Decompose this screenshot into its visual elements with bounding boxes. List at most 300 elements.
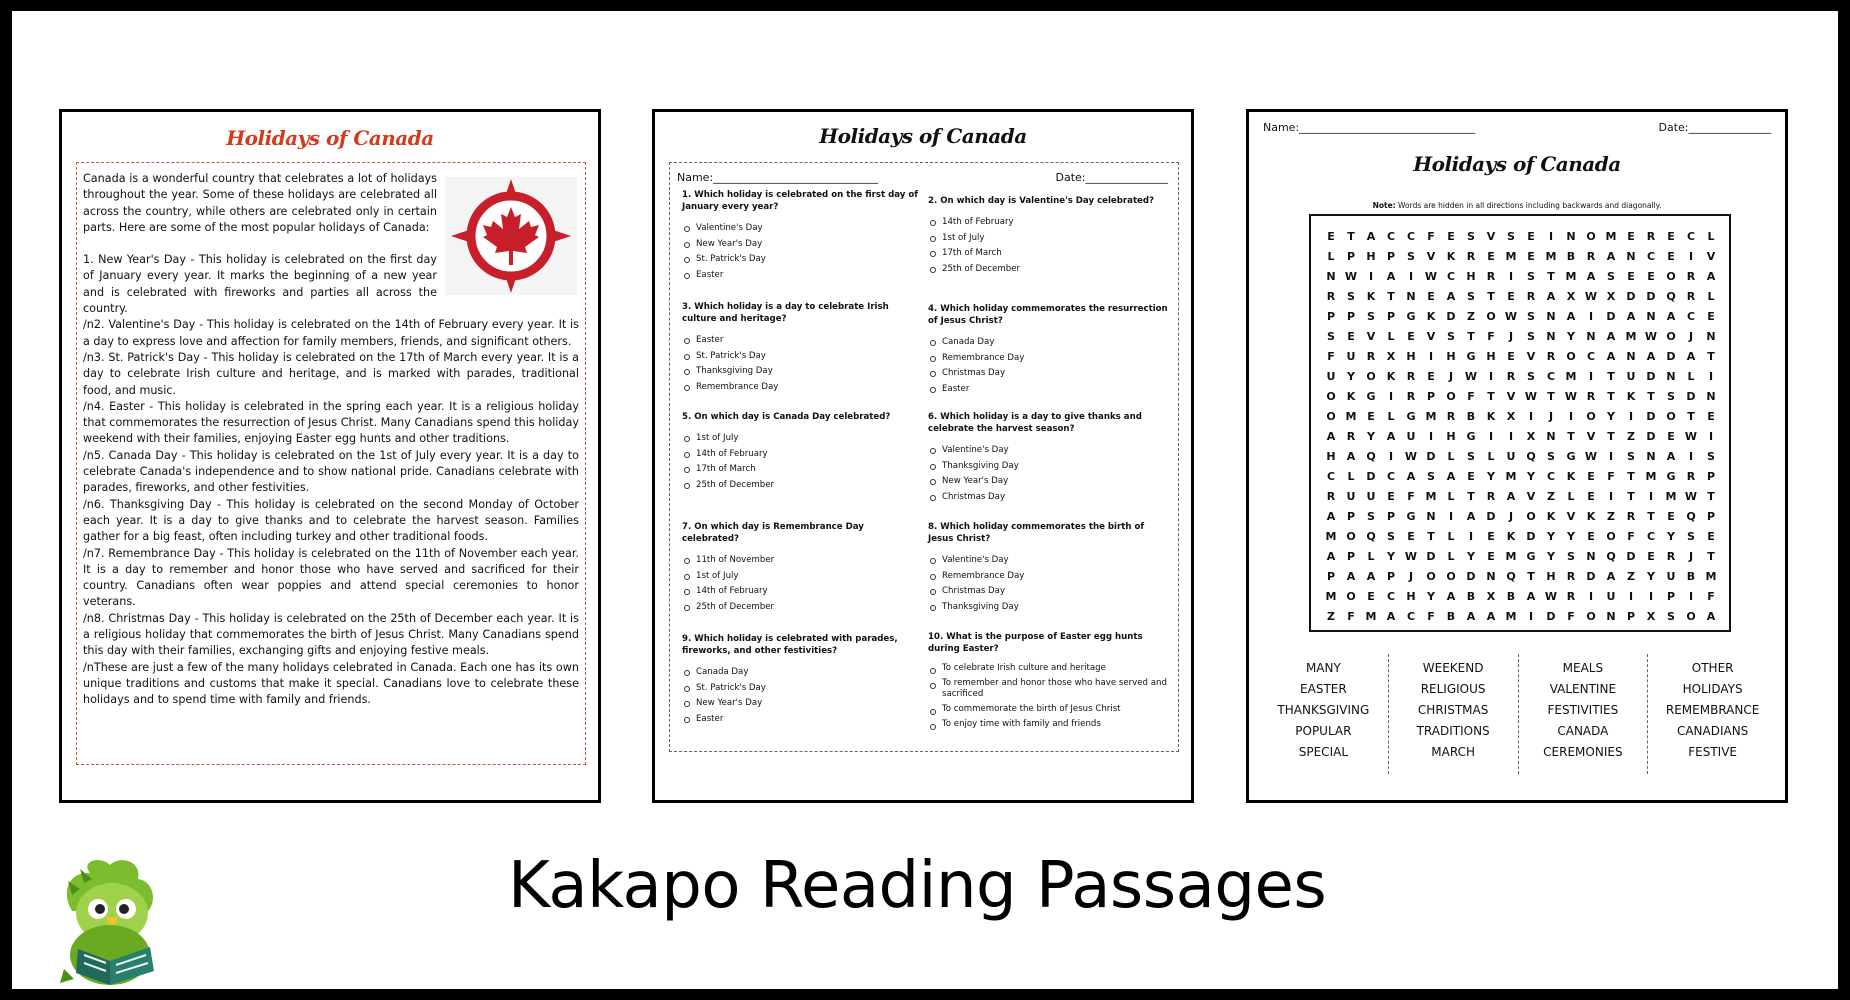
- grid-letter[interactable]: C: [1646, 530, 1656, 543]
- grid-letter[interactable]: R: [1686, 270, 1696, 283]
- grid-letter[interactable]: Y: [1487, 470, 1495, 483]
- grid-letter[interactable]: S: [1667, 390, 1675, 403]
- grid-letter[interactable]: E: [1587, 470, 1595, 483]
- grid-letter[interactable]: I: [1448, 510, 1454, 523]
- grid-letter[interactable]: O: [1486, 310, 1496, 323]
- grid-letter[interactable]: E: [1647, 550, 1655, 563]
- grid-letter[interactable]: E: [1707, 530, 1715, 543]
- grid-letter[interactable]: A: [1346, 570, 1356, 583]
- grid-letter[interactable]: E: [1487, 550, 1495, 563]
- name-field[interactable]: Name:______________________________: [677, 171, 879, 184]
- grid-letter[interactable]: U: [1626, 370, 1636, 383]
- grid-letter[interactable]: L: [1367, 550, 1375, 563]
- grid-letter[interactable]: P: [1346, 550, 1356, 563]
- grid-letter[interactable]: E: [1367, 590, 1375, 603]
- answer-option[interactable]: 25th of December: [682, 600, 922, 616]
- grid-letter[interactable]: C: [1386, 230, 1396, 243]
- grid-letter[interactable]: E: [1667, 230, 1675, 243]
- grid-letter[interactable]: R: [1526, 290, 1536, 303]
- grid-letter[interactable]: N: [1586, 550, 1596, 563]
- grid-letter[interactable]: F: [1627, 530, 1635, 543]
- grid-letter[interactable]: S: [1427, 470, 1435, 483]
- grid-letter[interactable]: C: [1446, 270, 1456, 283]
- grid-letter[interactable]: Y: [1347, 370, 1355, 383]
- grid-letter[interactable]: T: [1347, 230, 1355, 243]
- grid-letter[interactable]: G: [1466, 430, 1476, 443]
- grid-letter[interactable]: I: [1508, 270, 1514, 283]
- grid-letter[interactable]: R: [1646, 230, 1656, 243]
- grid-letter[interactable]: L: [1447, 450, 1455, 463]
- grid-letter[interactable]: A: [1586, 270, 1596, 283]
- grid-letter[interactable]: I: [1608, 450, 1614, 463]
- grid-letter[interactable]: L: [1707, 230, 1715, 243]
- grid-letter[interactable]: I: [1688, 590, 1694, 603]
- grid-letter[interactable]: M: [1365, 610, 1377, 623]
- grid-letter[interactable]: M: [1505, 250, 1517, 263]
- grid-letter[interactable]: Q: [1506, 570, 1516, 583]
- grid-letter[interactable]: D: [1646, 370, 1656, 383]
- grid-letter[interactable]: E: [1667, 510, 1675, 523]
- grid-letter[interactable]: A: [1706, 610, 1716, 623]
- grid-letter[interactable]: D: [1646, 290, 1656, 303]
- answer-option[interactable]: 14th of February: [682, 584, 922, 600]
- grid-letter[interactable]: S: [1467, 290, 1475, 303]
- grid-letter[interactable]: Y: [1527, 470, 1535, 483]
- grid-letter[interactable]: D: [1546, 610, 1556, 623]
- grid-letter[interactable]: T: [1527, 570, 1535, 583]
- grid-letter[interactable]: N: [1706, 390, 1716, 403]
- grid-letter[interactable]: N: [1626, 250, 1636, 263]
- grid-letter[interactable]: N: [1586, 330, 1596, 343]
- grid-letter[interactable]: A: [1646, 350, 1656, 363]
- grid-letter[interactable]: M: [1505, 550, 1517, 563]
- grid-letter[interactable]: C: [1686, 230, 1696, 243]
- grid-letter[interactable]: F: [1607, 470, 1615, 483]
- grid-letter[interactable]: I: [1608, 490, 1614, 503]
- grid-letter[interactable]: F: [1427, 230, 1435, 243]
- grid-letter[interactable]: W: [1544, 590, 1558, 603]
- grid-letter[interactable]: M: [1545, 250, 1557, 263]
- grid-letter[interactable]: I: [1408, 270, 1414, 283]
- grid-letter[interactable]: G: [1406, 510, 1416, 523]
- grid-letter[interactable]: H: [1406, 350, 1416, 363]
- grid-letter[interactable]: E: [1587, 490, 1595, 503]
- grid-letter[interactable]: W: [1584, 450, 1598, 463]
- grid-letter[interactable]: I: [1368, 270, 1374, 283]
- grid-letter[interactable]: H: [1366, 250, 1376, 263]
- grid-letter[interactable]: P: [1326, 310, 1336, 323]
- grid-letter[interactable]: P: [1326, 570, 1336, 583]
- grid-letter[interactable]: M: [1505, 470, 1517, 483]
- grid-letter[interactable]: R: [1366, 350, 1376, 363]
- grid-letter[interactable]: F: [1707, 590, 1715, 603]
- grid-letter[interactable]: L: [1447, 490, 1455, 503]
- grid-letter[interactable]: Y: [1367, 430, 1375, 443]
- grid-letter[interactable]: Z: [1627, 430, 1635, 443]
- grid-letter[interactable]: D: [1646, 430, 1656, 443]
- grid-letter[interactable]: S: [1407, 250, 1415, 263]
- grid-letter[interactable]: E: [1507, 290, 1515, 303]
- grid-letter[interactable]: E: [1707, 410, 1715, 423]
- grid-letter[interactable]: S: [1607, 270, 1615, 283]
- grid-letter[interactable]: U: [1346, 490, 1356, 503]
- grid-letter[interactable]: E: [1487, 250, 1495, 263]
- grid-letter[interactable]: U: [1666, 570, 1676, 583]
- answer-option[interactable]: To commemorate the birth of Jesus Christ: [928, 704, 1168, 715]
- grid-letter[interactable]: V: [1526, 490, 1536, 503]
- grid-letter[interactable]: D: [1626, 290, 1636, 303]
- grid-letter[interactable]: A: [1606, 250, 1616, 263]
- grid-letter[interactable]: E: [1427, 290, 1435, 303]
- answer-option[interactable]: 25th of December: [928, 262, 1168, 278]
- answer-option[interactable]: Easter: [682, 712, 922, 728]
- grid-letter[interactable]: A: [1606, 330, 1616, 343]
- answer-option[interactable]: St. Patrick's Day: [682, 349, 922, 365]
- grid-letter[interactable]: I: [1488, 430, 1494, 443]
- grid-letter[interactable]: E: [1427, 370, 1435, 383]
- grid-letter[interactable]: I: [1468, 530, 1474, 543]
- grid-letter[interactable]: N: [1546, 330, 1556, 343]
- grid-letter[interactable]: Z: [1467, 310, 1475, 323]
- grid-letter[interactable]: R: [1586, 390, 1596, 403]
- grid-letter[interactable]: T: [1487, 290, 1495, 303]
- grid-letter[interactable]: R: [1486, 490, 1496, 503]
- grid-letter[interactable]: T: [1467, 490, 1475, 503]
- grid-letter[interactable]: F: [1427, 610, 1435, 623]
- grid-letter[interactable]: T: [1427, 530, 1435, 543]
- answer-option[interactable]: St. Patrick's Day: [682, 681, 922, 697]
- grid-letter[interactable]: R: [1406, 390, 1416, 403]
- grid-letter[interactable]: T: [1707, 550, 1715, 563]
- grid-letter[interactable]: N: [1486, 570, 1496, 583]
- grid-letter[interactable]: H: [1466, 270, 1476, 283]
- grid-letter[interactable]: E: [1667, 250, 1675, 263]
- grid-letter[interactable]: U: [1346, 350, 1356, 363]
- grid-letter[interactable]: R: [1326, 290, 1336, 303]
- grid-letter[interactable]: O: [1366, 370, 1376, 383]
- grid-letter[interactable]: D: [1666, 350, 1676, 363]
- grid-letter[interactable]: J: [1448, 370, 1454, 383]
- grid-letter[interactable]: V: [1426, 250, 1436, 263]
- grid-letter[interactable]: P: [1626, 610, 1636, 623]
- grid-letter[interactable]: L: [1687, 370, 1695, 383]
- answer-option[interactable]: Thanksgiving Day: [928, 459, 1168, 475]
- answer-option[interactable]: St. Patrick's Day: [682, 252, 922, 268]
- grid-letter[interactable]: A: [1566, 310, 1576, 323]
- grid-letter[interactable]: D: [1586, 570, 1596, 583]
- grid-letter[interactable]: H: [1446, 430, 1456, 443]
- answer-option[interactable]: Remembrance Day: [928, 569, 1168, 585]
- grid-letter[interactable]: S: [1467, 230, 1475, 243]
- grid-letter[interactable]: E: [1707, 310, 1715, 323]
- grid-letter[interactable]: W: [1684, 430, 1698, 443]
- grid-letter[interactable]: M: [1565, 370, 1577, 383]
- grid-letter[interactable]: T: [1467, 330, 1475, 343]
- grid-letter[interactable]: C: [1386, 590, 1396, 603]
- grid-letter[interactable]: S: [1527, 330, 1535, 343]
- grid-letter[interactable]: I: [1688, 450, 1694, 463]
- grid-letter[interactable]: U: [1366, 490, 1376, 503]
- grid-letter[interactable]: A: [1326, 550, 1336, 563]
- grid-letter[interactable]: A: [1366, 230, 1376, 243]
- grid-letter[interactable]: E: [1487, 530, 1495, 543]
- grid-letter[interactable]: C: [1646, 250, 1656, 263]
- grid-letter[interactable]: Q: [1526, 450, 1536, 463]
- grid-letter[interactable]: F: [1567, 610, 1575, 623]
- grid-letter[interactable]: G: [1526, 550, 1536, 563]
- grid-letter[interactable]: A: [1526, 590, 1536, 603]
- grid-letter[interactable]: O: [1686, 610, 1696, 623]
- grid-letter[interactable]: I: [1628, 410, 1634, 423]
- grid-letter[interactable]: M: [1505, 610, 1517, 623]
- answer-option[interactable]: 1st of July: [682, 569, 922, 585]
- grid-letter[interactable]: R: [1626, 510, 1636, 523]
- grid-letter[interactable]: P: [1386, 510, 1396, 523]
- grid-letter[interactable]: X: [1486, 590, 1496, 603]
- grid-letter[interactable]: I: [1488, 370, 1494, 383]
- grid-letter[interactable]: R: [1546, 350, 1556, 363]
- grid-letter[interactable]: S: [1667, 610, 1675, 623]
- grid-letter[interactable]: W: [1404, 450, 1418, 463]
- grid-letter[interactable]: G: [1406, 410, 1416, 423]
- grid-letter[interactable]: O: [1446, 570, 1456, 583]
- answer-option[interactable]: 17th of March: [928, 246, 1168, 262]
- grid-letter[interactable]: Y: [1567, 530, 1575, 543]
- grid-letter[interactable]: J: [1508, 510, 1514, 523]
- grid-letter[interactable]: O: [1346, 530, 1356, 543]
- grid-letter[interactable]: L: [1487, 450, 1495, 463]
- grid-letter[interactable]: W: [1404, 550, 1418, 563]
- grid-letter[interactable]: N: [1566, 230, 1576, 243]
- grid-letter[interactable]: P: [1346, 250, 1356, 263]
- grid-letter[interactable]: T: [1567, 430, 1575, 443]
- grid-letter[interactable]: N: [1666, 370, 1676, 383]
- grid-letter[interactable]: S: [1507, 230, 1515, 243]
- grid-letter[interactable]: E: [1447, 230, 1455, 243]
- grid-letter[interactable]: S: [1467, 450, 1475, 463]
- grid-letter[interactable]: P: [1706, 510, 1716, 523]
- answer-option[interactable]: Thanksgiving Day: [928, 600, 1168, 616]
- answer-option[interactable]: 11th of November: [682, 553, 922, 569]
- grid-letter[interactable]: S: [1547, 450, 1555, 463]
- grid-letter[interactable]: K: [1486, 410, 1496, 423]
- grid-letter[interactable]: P: [1666, 590, 1676, 603]
- grid-letter[interactable]: K: [1546, 510, 1556, 523]
- grid-letter[interactable]: A: [1666, 310, 1676, 323]
- grid-letter[interactable]: R: [1566, 590, 1576, 603]
- grid-letter[interactable]: S: [1367, 510, 1375, 523]
- grid-letter[interactable]: W: [1464, 370, 1478, 383]
- grid-letter[interactable]: D: [1486, 510, 1496, 523]
- grid-letter[interactable]: S: [1327, 330, 1335, 343]
- grid-letter[interactable]: N: [1426, 510, 1436, 523]
- grid-letter[interactable]: H: [1486, 350, 1496, 363]
- grid-letter[interactable]: Q: [1666, 290, 1676, 303]
- grid-letter[interactable]: W: [1524, 390, 1538, 403]
- grid-letter[interactable]: D: [1466, 570, 1476, 583]
- grid-letter[interactable]: W: [1684, 490, 1698, 503]
- grid-letter[interactable]: U: [1406, 430, 1416, 443]
- grid-letter[interactable]: M: [1625, 330, 1637, 343]
- grid-letter[interactable]: A: [1446, 470, 1456, 483]
- grid-letter[interactable]: K: [1566, 470, 1576, 483]
- grid-letter[interactable]: I: [1588, 370, 1594, 383]
- grid-letter[interactable]: A: [1486, 610, 1496, 623]
- grid-letter[interactable]: E: [1407, 330, 1415, 343]
- grid-letter[interactable]: W: [1564, 390, 1578, 403]
- grid-letter[interactable]: O: [1586, 230, 1596, 243]
- grid-letter[interactable]: A: [1446, 290, 1456, 303]
- grid-letter[interactable]: Y: [1647, 570, 1655, 583]
- grid-letter[interactable]: Y: [1427, 590, 1435, 603]
- grid-letter[interactable]: V: [1426, 330, 1436, 343]
- grid-letter[interactable]: R: [1506, 370, 1516, 383]
- grid-letter[interactable]: A: [1606, 350, 1616, 363]
- grid-letter[interactable]: X: [1386, 350, 1396, 363]
- grid-letter[interactable]: R: [1666, 550, 1676, 563]
- grid-letter[interactable]: O: [1666, 330, 1676, 343]
- grid-letter[interactable]: C: [1686, 310, 1696, 323]
- grid-letter[interactable]: A: [1406, 470, 1416, 483]
- grid-letter[interactable]: B: [1466, 590, 1476, 603]
- grid-letter[interactable]: Y: [1547, 530, 1555, 543]
- grid-letter[interactable]: I: [1428, 350, 1434, 363]
- grid-letter[interactable]: N: [1406, 290, 1416, 303]
- grid-letter[interactable]: B: [1686, 570, 1696, 583]
- grid-letter[interactable]: N: [1626, 350, 1636, 363]
- grid-letter[interactable]: O: [1666, 270, 1676, 283]
- grid-letter[interactable]: G: [1366, 390, 1376, 403]
- grid-letter[interactable]: A: [1386, 610, 1396, 623]
- grid-letter[interactable]: B: [1506, 590, 1516, 603]
- grid-letter[interactable]: P: [1386, 250, 1396, 263]
- grid-letter[interactable]: T: [1547, 270, 1555, 283]
- grid-letter[interactable]: L: [1387, 330, 1395, 343]
- grid-letter[interactable]: O: [1346, 590, 1356, 603]
- grid-letter[interactable]: A: [1346, 450, 1356, 463]
- grid-letter[interactable]: K: [1386, 370, 1396, 383]
- grid-letter[interactable]: A: [1666, 450, 1676, 463]
- grid-letter[interactable]: S: [1527, 370, 1535, 383]
- grid-letter[interactable]: A: [1506, 490, 1516, 503]
- grid-letter[interactable]: V: [1586, 430, 1596, 443]
- answer-option[interactable]: Thanksgiving Day: [682, 364, 922, 380]
- grid-letter[interactable]: H: [1406, 590, 1416, 603]
- grid-letter[interactable]: I: [1428, 430, 1434, 443]
- grid-letter[interactable]: S: [1347, 290, 1355, 303]
- grid-letter[interactable]: I: [1388, 390, 1394, 403]
- grid-letter[interactable]: O: [1446, 390, 1456, 403]
- answer-option[interactable]: Valentine's Day: [682, 221, 922, 237]
- grid-letter[interactable]: M: [1345, 410, 1357, 423]
- grid-letter[interactable]: N: [1606, 610, 1616, 623]
- grid-letter[interactable]: A: [1326, 430, 1336, 443]
- grid-letter[interactable]: C: [1326, 470, 1336, 483]
- grid-letter[interactable]: K: [1626, 390, 1636, 403]
- grid-letter[interactable]: E: [1527, 250, 1535, 263]
- answer-option[interactable]: To enjoy time with family and friends: [928, 719, 1168, 730]
- grid-letter[interactable]: Q: [1686, 510, 1696, 523]
- grid-letter[interactable]: S: [1627, 450, 1635, 463]
- grid-letter[interactable]: C: [1406, 610, 1416, 623]
- grid-letter[interactable]: P: [1346, 310, 1356, 323]
- grid-letter[interactable]: P: [1706, 470, 1716, 483]
- grid-letter[interactable]: M: [1605, 230, 1617, 243]
- grid-letter[interactable]: A: [1686, 350, 1696, 363]
- grid-letter[interactable]: R: [1686, 290, 1696, 303]
- grid-letter[interactable]: I: [1388, 450, 1394, 463]
- grid-letter[interactable]: T: [1487, 390, 1495, 403]
- grid-letter[interactable]: E: [1587, 530, 1595, 543]
- grid-letter[interactable]: L: [1447, 530, 1455, 543]
- grid-letter[interactable]: B: [1446, 610, 1456, 623]
- grid-letter[interactable]: M: [1425, 490, 1437, 503]
- answer-option[interactable]: 25th of December: [682, 478, 922, 494]
- grid-letter[interactable]: I: [1588, 310, 1594, 323]
- grid-letter[interactable]: N: [1646, 310, 1656, 323]
- grid-letter[interactable]: A: [1466, 610, 1476, 623]
- grid-letter[interactable]: O: [1666, 410, 1676, 423]
- grid-letter[interactable]: C: [1586, 350, 1596, 363]
- grid-letter[interactable]: C: [1546, 470, 1556, 483]
- grid-letter[interactable]: J: [1508, 330, 1514, 343]
- answer-option[interactable]: Canada Day: [928, 335, 1168, 351]
- grid-letter[interactable]: E: [1367, 410, 1375, 423]
- grid-letter[interactable]: N: [1326, 270, 1336, 283]
- answer-option[interactable]: Valentine's Day: [928, 553, 1168, 569]
- grid-letter[interactable]: T: [1647, 390, 1655, 403]
- grid-letter[interactable]: E: [1647, 270, 1655, 283]
- grid-letter[interactable]: U: [1606, 590, 1616, 603]
- grid-letter[interactable]: Z: [1627, 570, 1635, 583]
- grid-letter[interactable]: W: [1644, 330, 1658, 343]
- grid-letter[interactable]: A: [1446, 590, 1456, 603]
- grid-letter[interactable]: I: [1708, 370, 1714, 383]
- grid-letter[interactable]: V: [1506, 390, 1516, 403]
- grid-letter[interactable]: I: [1528, 410, 1534, 423]
- grid-letter[interactable]: F: [1487, 330, 1495, 343]
- grid-letter[interactable]: Y: [1467, 550, 1475, 563]
- grid-letter[interactable]: D: [1646, 410, 1656, 423]
- grid-letter[interactable]: M: [1645, 470, 1657, 483]
- grid-letter[interactable]: Q: [1366, 530, 1376, 543]
- grid-letter[interactable]: T: [1647, 510, 1655, 523]
- grid-letter[interactable]: R: [1326, 490, 1336, 503]
- grid-letter[interactable]: E: [1627, 230, 1635, 243]
- grid-letter[interactable]: M: [1325, 530, 1337, 543]
- grid-letter[interactable]: O: [1326, 390, 1336, 403]
- grid-letter[interactable]: W: [1584, 290, 1598, 303]
- grid-letter[interactable]: M: [1705, 570, 1717, 583]
- grid-letter[interactable]: H: [1446, 350, 1456, 363]
- grid-letter[interactable]: O: [1606, 530, 1616, 543]
- grid-letter[interactable]: J: [1408, 570, 1414, 583]
- grid-letter[interactable]: W: [1504, 310, 1518, 323]
- grid-letter[interactable]: S: [1567, 550, 1575, 563]
- grid-letter[interactable]: Q: [1606, 550, 1616, 563]
- grid-letter[interactable]: B: [1466, 410, 1476, 423]
- grid-letter[interactable]: T: [1707, 350, 1715, 363]
- grid-letter[interactable]: E: [1327, 230, 1335, 243]
- answer-option[interactable]: Canada Day: [682, 665, 922, 681]
- grid-letter[interactable]: G: [1406, 310, 1416, 323]
- grid-letter[interactable]: L: [1387, 410, 1395, 423]
- grid-letter[interactable]: F: [1327, 350, 1335, 363]
- answer-option[interactable]: New Year's Day: [682, 696, 922, 712]
- grid-letter[interactable]: N: [1546, 430, 1556, 443]
- answer-option[interactable]: Christmas Day: [928, 584, 1168, 600]
- date-field[interactable]: Date:_______________: [1055, 171, 1168, 184]
